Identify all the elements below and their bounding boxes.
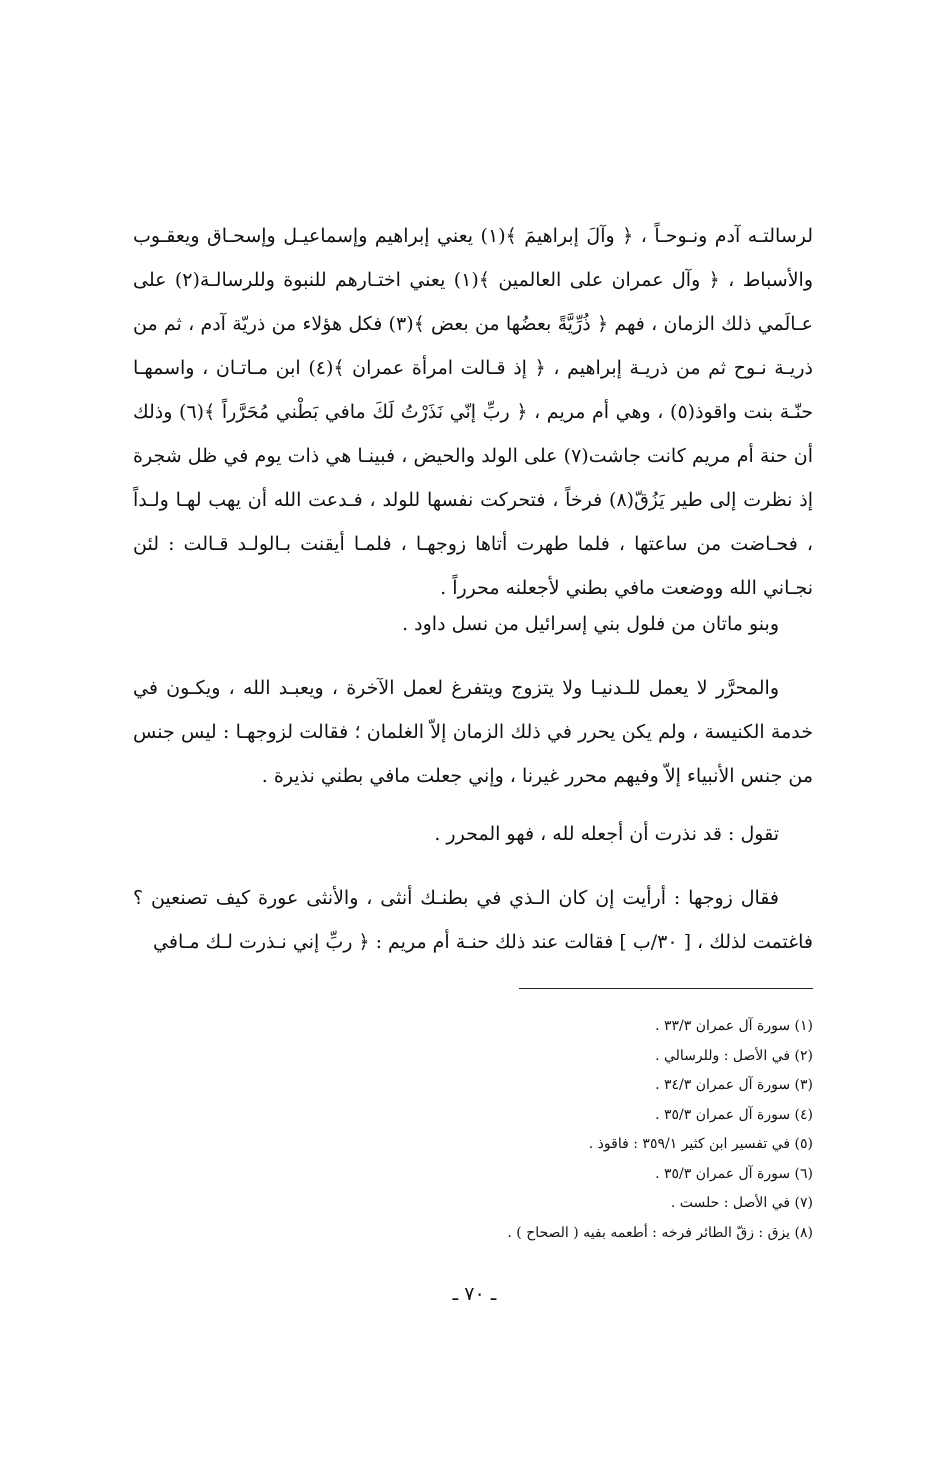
footnote-item: (٥) في تفسير ابن كثير ٣٥٩/١ : فاقوذ .	[588, 1136, 813, 1152]
paragraph-3: والمحرَّر لا يعمل للـدنيـا ولا يتزوج ويتفرغ لعمل الآخرة ، ويعبـد الله ، ويكـون في خدمة الكنيسة ، ولم يكن يحرر في ذلك الزمان إلاّ الغلمان ؛ فقالت لزوجهـا : ليس جنس من جنس الأنبياء إلاّ وفيهم محرر غيرنا ، وإني جعلت مافي بطني نذيرة .	[133, 677, 813, 787]
paragraph-2: وبنو ماتان من فلول بني إسرائيل من نسل داود .	[402, 613, 779, 635]
footnote-item: (١) سورة آل عمران ٣٣/٣ .	[655, 1018, 813, 1034]
footnote-item: (٨) يزق : زقّ الطائر فرخه : أطعمه بفيه ( الصحاح ) .	[507, 1224, 813, 1241]
paragraph-4: تقول : قد نذرت أن أجعله لله ، فهو المحرر .	[434, 823, 779, 845]
paragraph-1: لرسالتـه آدم ونـوحـاً ، ﴿ وآلَ إبراهيمَ ﴾(١) يعني إبراهيم وإسماعيـل وإسحـاق ويعقـوب والأسباط ، ﴿ وآل عمران على العالمين ﴾(١) يعني اختـارهم للنبوة وللرسالـة(٢) على عـالَمي ذلك الزمان ، فهم ﴿ ذُرِّيَّةً بعضُها من بعض ﴾(٣) فكل هؤلاء من ذريّة آدم ، ثم من ذريـة نـوح ثم من ذريـة إبراهيم ، ﴿ إذ قـالت امرأة عمران ﴾(٤) ابن مـاتـان ، واسمهـا حنّـة بنت واقوذ(٥) ، وهي أم مريم ، ﴿ ربِّ إنّي نَذَرْتُ لَكَ مافي بَطْني مُحَرَّراً ﴾(٦) وذلك أن حنة أم مريم كانت جاشت(٧) على الولد والحيض ، فبينـا هي ذات يوم في ظل شجرة إذ نظرت إلى طير يَزُقّ(٨) فرخاً ، فتحركت نفسها للولد ، فـدعت الله أن يهب لهـا ولـداً ، فحـاضت من ساعتها ، فلما طهرت أتاها زوجهـا ، فلمـا أيقنت بـالولـد قـالت : لئن نجـاني الله ووضعت مافي بطني لأجعلنه محرراً .	[133, 225, 814, 599]
footnote-item: (٣) سورة آل عمران ٣٤/٣ .	[655, 1077, 813, 1093]
footnote-divider	[519, 988, 813, 989]
footnote-item: (٦) سورة آل عمران ٣٥/٣ .	[655, 1165, 813, 1182]
page-number: ـ ٧٠ ـ	[452, 1283, 497, 1305]
footnote-item: (٢) في الأصل : وللرسالي .	[655, 1047, 813, 1064]
footnote-item: (٧) في الأصل : حلست .	[670, 1195, 813, 1211]
footnotes-list	[133, 1012, 813, 1248]
paragraph-5: فقال زوجها : أرأيت إن كان الـذي في بطنـك أنثى ، والأنثى عورة كيف تصنعين ؟ فاغتمت لذلك ، [ ٣٠/ب ] فقالت عند ذلك حنـة أم مريم : ﴿ ربِّ إني نـذرت لـك مـافي	[133, 887, 813, 953]
footnote-item: (٤) سورة آل عمران ٣٥/٣ .	[655, 1106, 813, 1123]
